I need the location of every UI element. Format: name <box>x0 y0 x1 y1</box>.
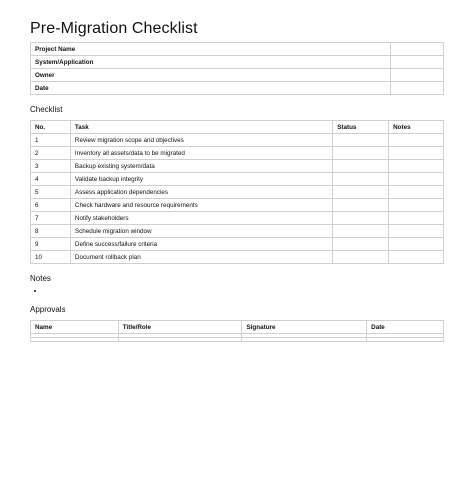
column-header-date: Date <box>367 321 444 334</box>
table-row <box>31 147 444 160</box>
cell-no: 2 <box>31 147 71 160</box>
column-header-title-role: Title/Role <box>118 321 242 334</box>
cell-task: Check hardware and resource requirements <box>70 199 332 212</box>
checklist-table <box>30 120 444 264</box>
cell-status <box>333 251 389 264</box>
table-row <box>31 43 444 56</box>
cell-no: 10 <box>31 251 71 264</box>
column-header-notes: Notes <box>389 121 444 134</box>
table-row <box>31 69 444 82</box>
table-row <box>31 82 444 95</box>
cell-notes <box>389 186 444 199</box>
cell-notes <box>389 212 444 225</box>
cell-notes <box>389 238 444 251</box>
cell-task: Assess application dependencies <box>70 186 332 199</box>
date-label: Date <box>31 82 391 95</box>
table-row <box>31 160 444 173</box>
project-name-value <box>391 43 444 56</box>
project-info-table <box>30 42 444 95</box>
cell-notes <box>389 199 444 212</box>
table-row <box>31 199 444 212</box>
cell-no: 7 <box>31 212 71 225</box>
column-header-name: Name <box>31 321 119 334</box>
cell-no: 8 <box>31 225 71 238</box>
cell-status <box>333 173 389 186</box>
column-header-no: No. <box>31 121 71 134</box>
table-row <box>31 134 444 147</box>
notes-list <box>30 287 44 295</box>
table-row <box>31 56 444 69</box>
checklist-heading: Checklist <box>30 105 63 114</box>
table-row <box>31 338 444 342</box>
approvals-heading: Approvals <box>30 305 66 314</box>
cell-task: Review migration scope and objectives <box>70 134 332 147</box>
cell-name <box>31 338 119 342</box>
cell-status <box>333 186 389 199</box>
table-row <box>31 251 444 264</box>
cell-status <box>333 134 389 147</box>
cell-task: Document rollback plan <box>70 251 332 264</box>
cell-task: Backup existing system/data <box>70 160 332 173</box>
cell-task: Inventory all assets/data to be migrated <box>70 147 332 160</box>
table-header-row <box>31 121 444 134</box>
cell-no: 5 <box>31 186 71 199</box>
notes-heading: Notes <box>30 274 51 283</box>
cell-task: Define success/failure criteria <box>70 238 332 251</box>
column-header-status: Status <box>333 121 389 134</box>
approvals-table <box>30 320 444 342</box>
cell-status <box>333 199 389 212</box>
cell-no: 9 <box>31 238 71 251</box>
cell-no: 3 <box>31 160 71 173</box>
table-row <box>31 225 444 238</box>
system-application-value <box>391 56 444 69</box>
system-application-label: System/Application <box>31 56 391 69</box>
cell-notes <box>389 225 444 238</box>
cell-status <box>333 225 389 238</box>
project-name-label: Project Name <box>31 43 391 56</box>
cell-status <box>333 147 389 160</box>
cell-notes <box>389 160 444 173</box>
cell-signature <box>242 338 367 342</box>
cell-notes <box>389 147 444 160</box>
cell-status <box>333 160 389 173</box>
cell-task: Validate backup integrity <box>70 173 332 186</box>
date-value <box>391 82 444 95</box>
cell-no: 1 <box>31 134 71 147</box>
table-row <box>31 212 444 225</box>
table-row <box>31 173 444 186</box>
table-row <box>31 238 444 251</box>
cell-notes <box>389 134 444 147</box>
cell-notes <box>389 173 444 186</box>
column-header-signature: Signature <box>242 321 367 334</box>
cell-title-role <box>118 338 242 342</box>
cell-status <box>333 238 389 251</box>
cell-task: Notify stakeholders <box>70 212 332 225</box>
page-title: Pre-Migration Checklist <box>30 20 198 37</box>
table-header-row <box>31 321 444 334</box>
owner-value <box>391 69 444 82</box>
cell-task: Schedule migration window <box>70 225 332 238</box>
column-header-task: Task <box>70 121 332 134</box>
table-row <box>31 186 444 199</box>
owner-label: Owner <box>31 69 391 82</box>
cell-date <box>367 338 444 342</box>
cell-notes <box>389 251 444 264</box>
cell-no: 4 <box>31 173 71 186</box>
cell-status <box>333 212 389 225</box>
cell-no: 6 <box>31 199 71 212</box>
